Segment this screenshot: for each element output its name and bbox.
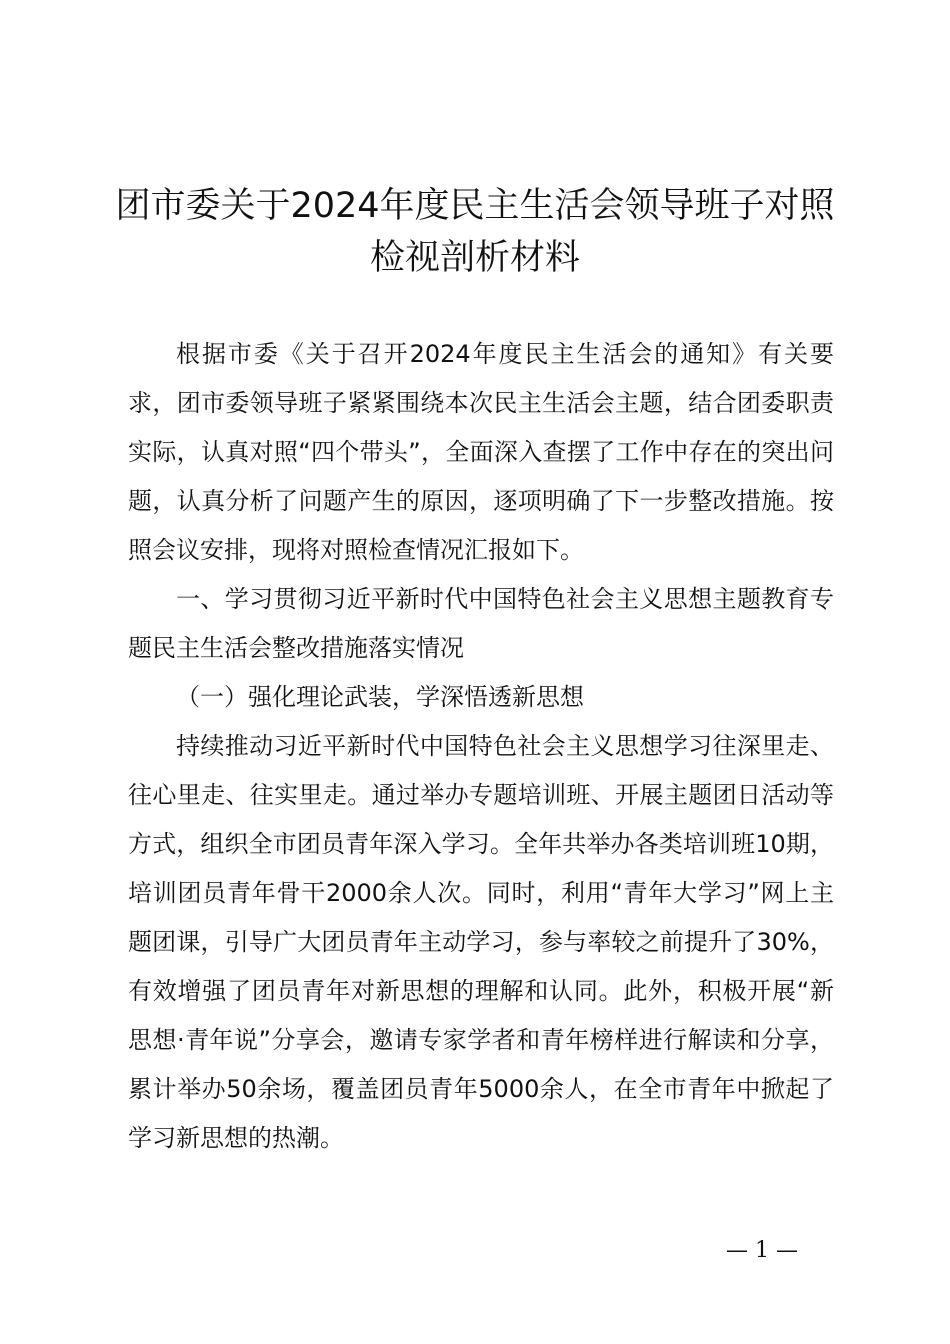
subsection-heading: （一）强化理论武装，学深悟透新思想 (176, 683, 584, 711)
section-heading: 一、学习贯彻习近平新时代中国特色社会主义思想主题教育专题民主生活会整改措施落实情况 (128, 585, 834, 662)
content-paragraph: 持续推动习近平新时代中国特色社会主义思想学习往深里走、往心里走、往实里走。通过举办专题培训班、开展主题团日活动等方式，组织全市团员青年深入学习。全年共举办各类培训班10期，培训团员青年骨干2000余人次。同时，利用“青年大学习”网上主题团课，引导广大团员青年主动学习，参与率较之前提升了30%，有效增强了团员青年对新思想的理解和认同。此外，积极开展“新思想·青年说”分享会，邀请专家学者和青年榜样进行解读和分享，累计举办50余场，覆盖团员青年5000余人，在全市青年中掀起了学习新思想的热潮。 (128, 732, 834, 1152)
page-number: — 1 — (726, 1238, 798, 1263)
document-title: 团市委关于2024年度民主生活会领导班子对照检视剖析材料 (115, 186, 835, 278)
document-body (128, 330, 834, 1163)
intro-paragraph: 根据市委《关于召开2024年度民主生活会的通知》有关要求，团市委领导班子紧紧围绕本次民主生活会主题，结合团委职责实际，认真对照“四个带头”，全面深入查摆了工作中存在的突出问题，认真分析了问题产生的原因，逐项明确了下一步整改措施。按照会议安排，现将对照检查情况汇报如下。 (128, 340, 834, 564)
